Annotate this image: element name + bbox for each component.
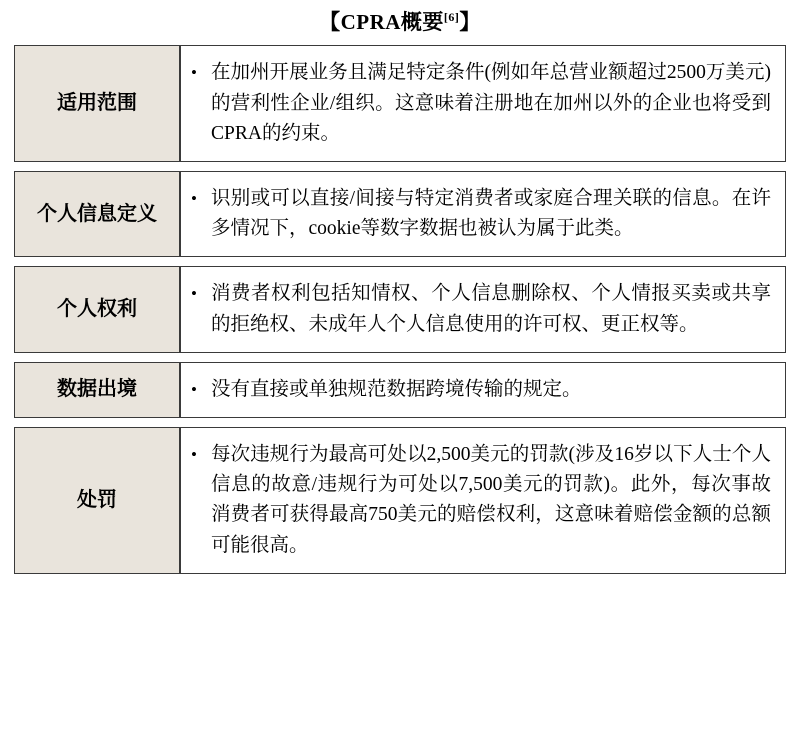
row-spacer xyxy=(14,162,786,171)
row-spacer-cell-left xyxy=(14,257,180,266)
page-title-reference: [6] xyxy=(443,10,460,24)
row-content-text: 在加州开展业务且满足特定条件(例如年总营业额超过2500万美元)的营利性企业/组织。这意味着注册地在加州以外的企业也将受到CPRA的约束。 xyxy=(211,62,771,144)
table-row xyxy=(14,45,786,162)
row-content-cell xyxy=(180,427,786,574)
row-label-cell: 处罚 xyxy=(14,427,180,574)
row-content-text: 识别或可以直接/间接与特定消费者或家庭合理关联的信息。在许多情况下，cookie等数字数据也被认为属于此类。 xyxy=(211,187,771,240)
table-row xyxy=(14,362,786,418)
row-spacer-cell-left xyxy=(14,418,180,427)
cpra-summary-table xyxy=(14,45,786,574)
row-spacer-cell-right xyxy=(180,353,786,362)
row-content-cell xyxy=(180,266,786,352)
bullet-icon: • xyxy=(191,379,197,399)
bullet-icon: • xyxy=(191,63,197,83)
row-label-cell: 个人信息定义 xyxy=(14,171,180,257)
row-spacer-cell-right xyxy=(180,418,786,427)
row-content-text: 没有直接或单独规范数据跨境传输的规定。 xyxy=(211,378,582,400)
table-row xyxy=(14,427,786,574)
row-label-cell: 个人权利 xyxy=(14,266,180,352)
row-spacer xyxy=(14,418,786,427)
row-content-cell xyxy=(180,171,786,257)
row-content-text: 每次违规行为最高可处以2,500美元的罚款(涉及16岁以下人士个人信息的故意/违规行为可处以7,500美元的罚款)。此外，每次事故消费者可获得最高750美元的赔偿权利，这意味着赔偿金额的总额可能很高。 xyxy=(211,444,771,556)
row-content-cell xyxy=(180,362,786,418)
bullet-icon: • xyxy=(191,188,197,208)
table-row xyxy=(14,171,786,257)
page-title xyxy=(14,0,786,45)
row-spacer-cell-right xyxy=(180,162,786,171)
page-title-prefix: 【CPRA概要 xyxy=(319,10,444,34)
row-spacer-cell-left xyxy=(14,162,180,171)
row-spacer-cell-left xyxy=(14,353,180,362)
row-spacer xyxy=(14,353,786,362)
bullet-icon: • xyxy=(191,445,197,465)
bullet-icon: • xyxy=(191,284,197,304)
row-content-cell xyxy=(180,45,786,162)
row-label-cell: 数据出境 xyxy=(14,362,180,418)
table-row xyxy=(14,266,786,352)
page-title-suffix: 】 xyxy=(459,10,481,34)
row-label-cell: 适用范围 xyxy=(14,45,180,162)
row-spacer-cell-right xyxy=(180,257,786,266)
row-spacer xyxy=(14,257,786,266)
row-content-text: 消费者权利包括知情权、个人信息删除权、个人情报买卖或共享的拒绝权、未成年人个人信息使用的许可权、更正权等。 xyxy=(211,283,771,335)
